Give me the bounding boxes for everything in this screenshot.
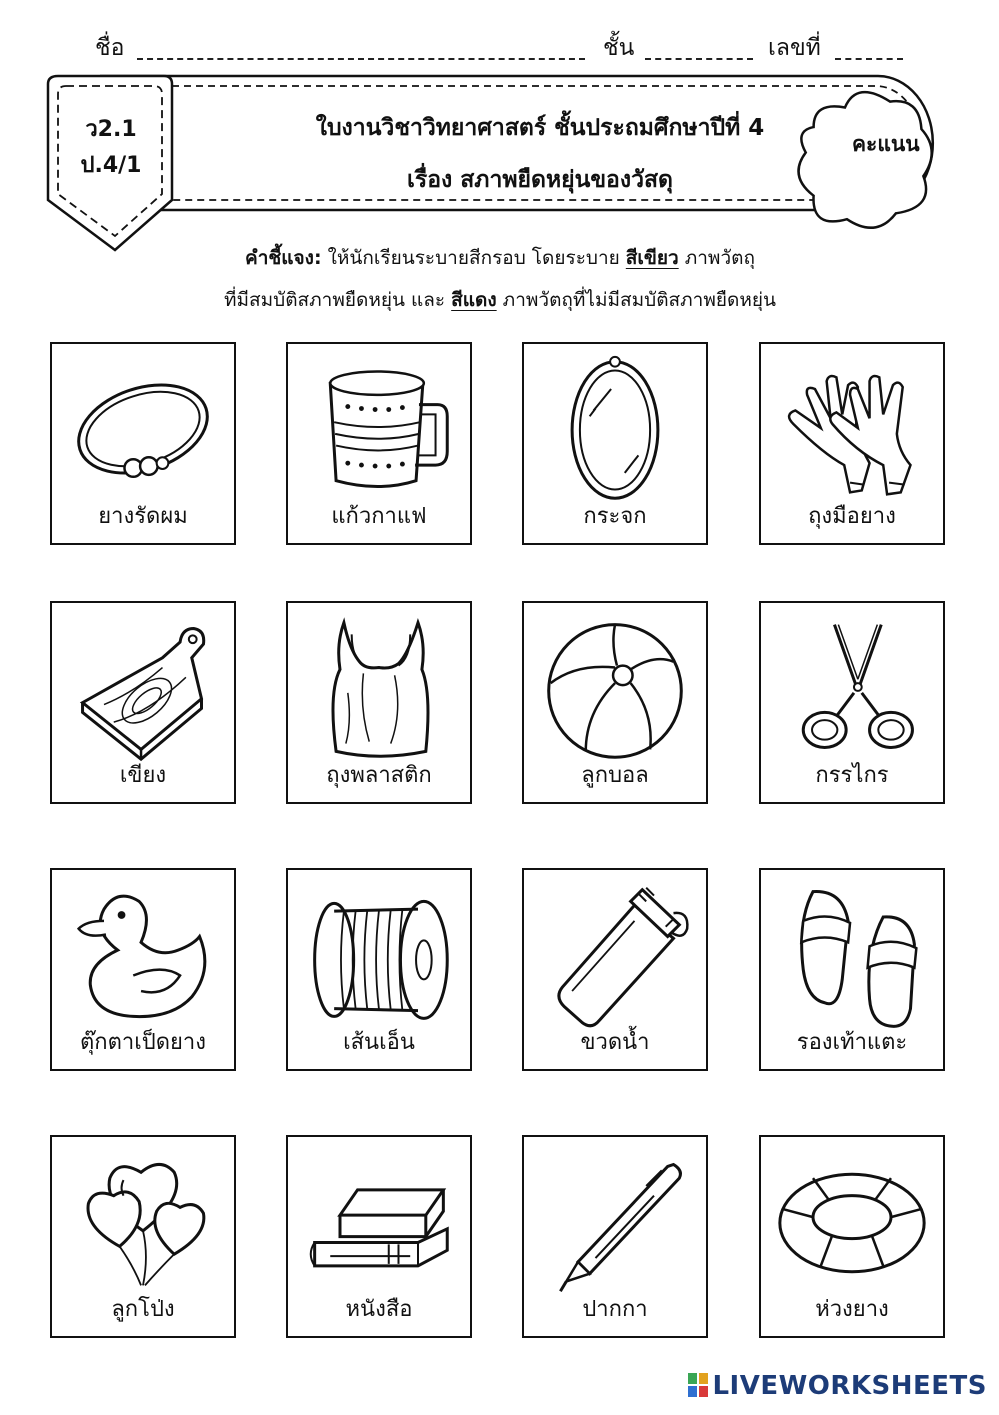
card-plastic-bag[interactable] (286, 601, 472, 804)
card-cutting-board[interactable] (50, 601, 236, 804)
card-scissors[interactable] (759, 601, 945, 804)
red-color-word: สีแดง (451, 289, 497, 311)
brand-name: LIVEWORKSHEETS (712, 1371, 987, 1401)
card-label: กระจก (583, 504, 647, 529)
card-label: ปากกา (582, 1297, 648, 1322)
swim-ring-icon (774, 1147, 930, 1297)
card-label: ห่วงยาง (815, 1297, 889, 1322)
plastic-bag-icon (301, 613, 457, 763)
instructions-text4: ภาพวัตถุที่ไม่มีสมบัติสภาพยืดหยุ่น (496, 289, 776, 311)
number-blank[interactable] (835, 36, 903, 60)
green-color-word: สีเขียว (625, 247, 679, 269)
card-label: ตุ๊กตาเป็ดยาง (79, 1030, 206, 1055)
code-line1: ว2.1 (85, 117, 137, 142)
name-label: ชื่อ (95, 35, 125, 61)
card-coffee-mug[interactable] (286, 342, 472, 545)
header-banner (40, 72, 945, 252)
card-swim-ring[interactable] (759, 1135, 945, 1338)
card-label: ยางรัดผม (98, 504, 188, 529)
instructions-heading: คำชี้แจง: (245, 247, 322, 269)
card-label: เขียง (119, 763, 167, 788)
card-label: ถุงพลาสติก (326, 763, 432, 788)
class-blank[interactable] (645, 36, 753, 60)
card-mirror[interactable] (522, 342, 708, 545)
instructions-line1 (40, 238, 960, 278)
number-label: เลขที่ (768, 35, 821, 61)
fishing-line-spool-icon (301, 880, 457, 1030)
sandals-icon (774, 880, 930, 1030)
worksheet-subtitle: เรื่อง สภาพยืดหยุ่นของวัสดุ (407, 167, 673, 193)
worksheet-title: ใบงานวิชาวิทยาศาสตร์ ชั้นประถมศึกษาปีที่ 4 (315, 115, 765, 141)
hair-tie-icon (65, 354, 221, 504)
beach-ball-icon (537, 613, 693, 763)
water-bottle-icon (537, 880, 693, 1030)
balloons-icon (65, 1147, 221, 1297)
card-fishing-line[interactable] (286, 868, 472, 1071)
card-label: เส้นเอ็น (343, 1030, 415, 1055)
instructions-line2 (40, 280, 960, 320)
class-label: ชั้น (603, 35, 635, 61)
card-label: กรรไกร (815, 763, 889, 788)
card-label: ลูกโป่ง (111, 1297, 175, 1322)
coffee-mug-icon (301, 354, 457, 504)
card-label: หนังสือ (345, 1297, 413, 1322)
card-hair-tie[interactable] (50, 342, 236, 545)
liveworksheets-logo (688, 1371, 987, 1401)
name-blank[interactable] (137, 36, 585, 60)
instructions-text1: ให้นักเรียนระบายสีกรอบ โดยระบาย (321, 247, 626, 269)
pen-icon (537, 1147, 693, 1297)
student-info-line (0, 22, 999, 62)
card-label: ถุงมือยาง (808, 504, 896, 529)
card-water-bottle[interactable] (522, 868, 708, 1071)
liveworksheets-icon (688, 1373, 708, 1397)
books-icon (301, 1147, 457, 1297)
score-label: คะแนน (852, 132, 920, 156)
rubber-duck-icon (65, 880, 221, 1030)
mirror-icon (537, 354, 693, 504)
card-pen[interactable] (522, 1135, 708, 1338)
card-sandals[interactable] (759, 868, 945, 1071)
code-line2: ป.4/1 (80, 153, 142, 178)
instructions-text2: ภาพวัตถุ (678, 247, 755, 269)
card-rubber-gloves[interactable] (759, 342, 945, 545)
card-label: แก้วกาแฟ (331, 504, 427, 529)
card-beach-ball[interactable] (522, 601, 708, 804)
card-books[interactable] (286, 1135, 472, 1338)
card-balloons[interactable] (50, 1135, 236, 1338)
card-label: รองเท้าแตะ (796, 1030, 908, 1055)
card-rubber-duck[interactable] (50, 868, 236, 1071)
scissors-icon (774, 613, 930, 763)
instructions-text3: ที่มีสมบัติสภาพยืดหยุ่น และ (223, 289, 452, 311)
card-label: ขวดน้ำ (580, 1030, 650, 1055)
rubber-gloves-icon (774, 354, 930, 504)
card-label: ลูกบอล (581, 763, 649, 788)
cutting-board-icon (65, 613, 221, 763)
